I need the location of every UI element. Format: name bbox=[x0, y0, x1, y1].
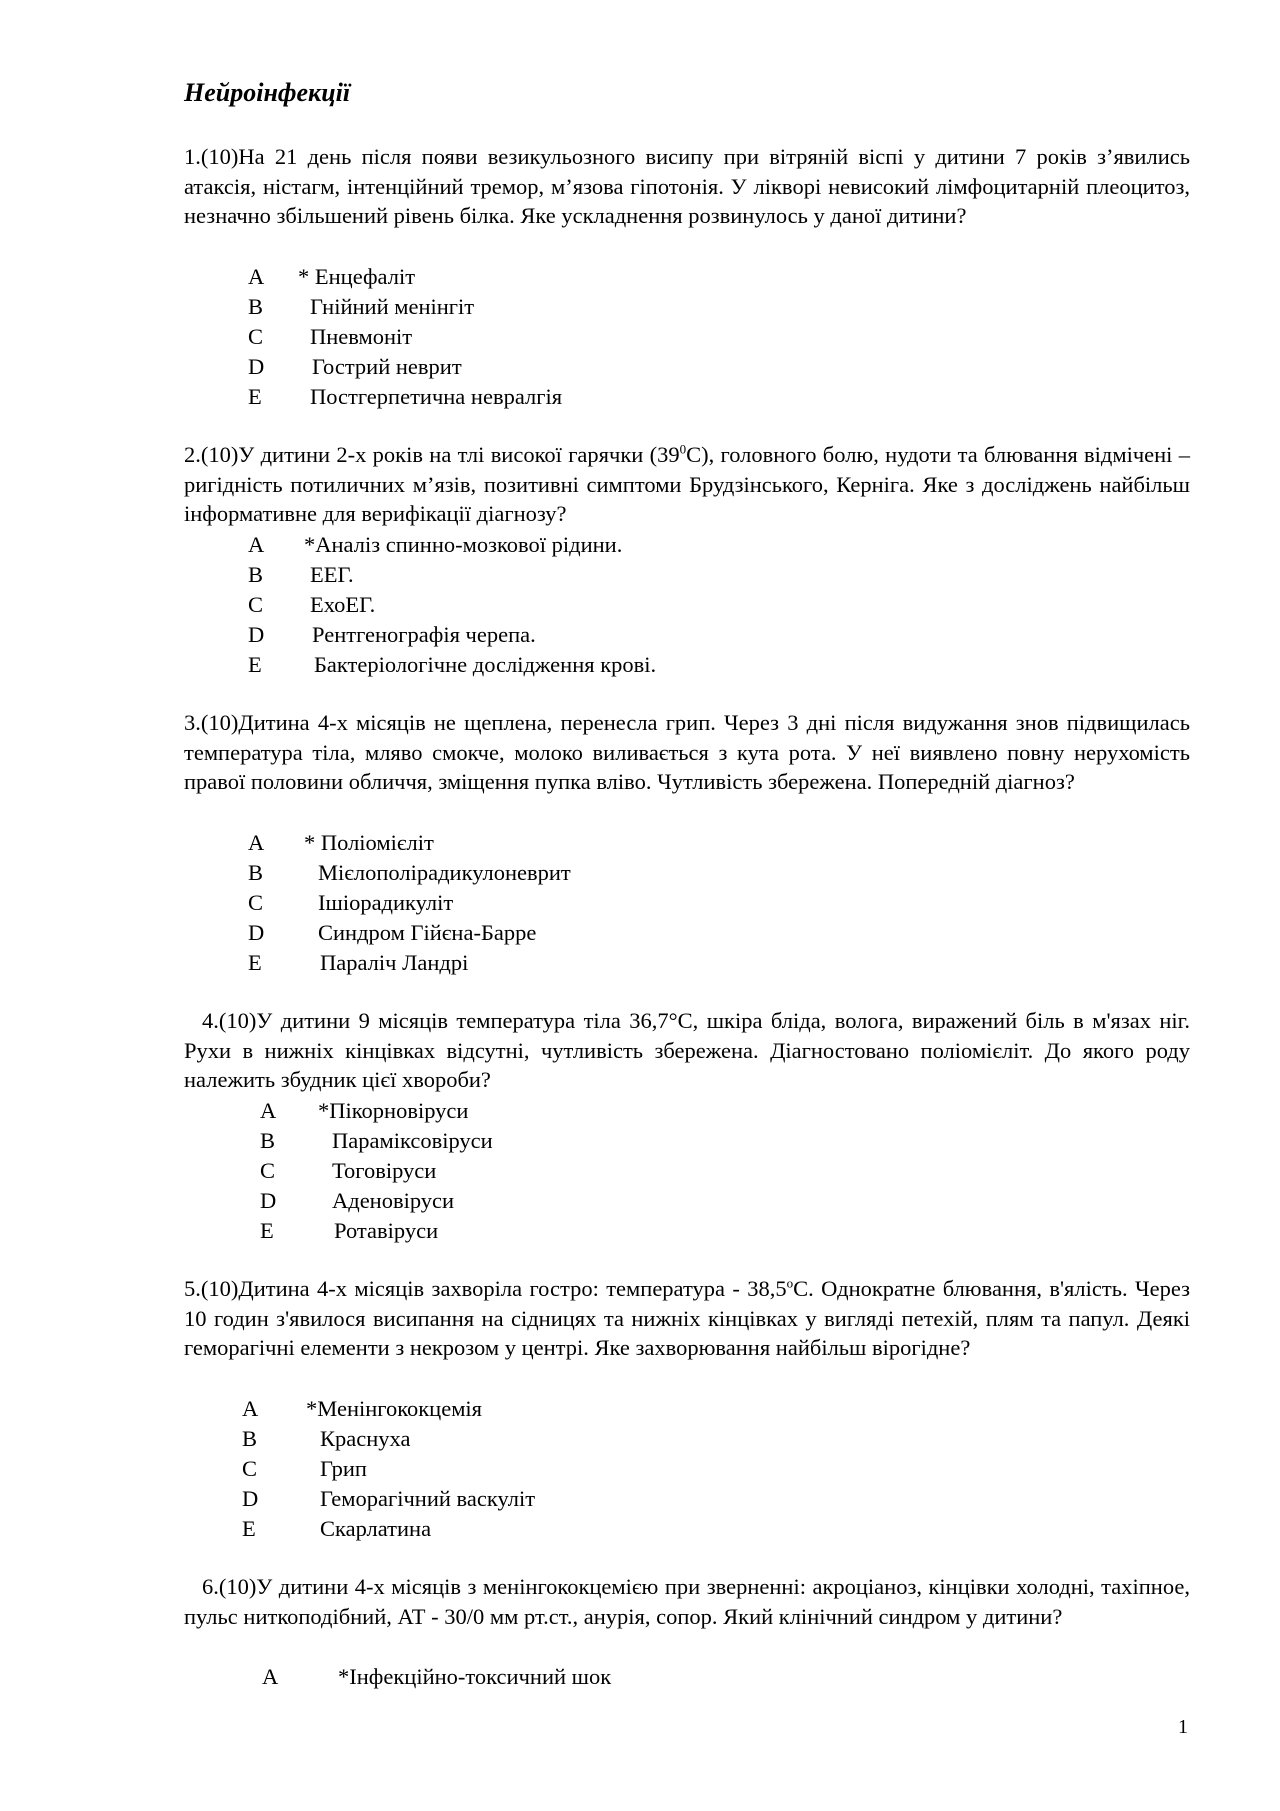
option-text: Постгерпетична невралгія bbox=[310, 384, 563, 409]
option-text: Ішіорадикуліт bbox=[318, 890, 454, 915]
option-letter: C bbox=[242, 1456, 258, 1481]
option-text: Грип bbox=[320, 1456, 367, 1481]
option-letter: D bbox=[248, 920, 265, 945]
option-letter: C bbox=[260, 1158, 276, 1183]
option-letter: A bbox=[248, 830, 265, 855]
option-letter: D bbox=[248, 622, 265, 647]
question-2-stem-part: 2.(10)У дитини 2-х років на тлі високої гарячки (39 bbox=[184, 442, 680, 467]
option-text: Рентгенографія черепа. bbox=[312, 622, 536, 647]
page-title: Нейроінфекції bbox=[184, 78, 351, 107]
question-1-stem: 1.(10)На 21 день після появи везикульозного висипу при вітряній віспі у дитини 7 років з’явились атаксія, ністагм, інтенційний тремор, м’язова гіпотонія. У ліквoрі невисокий лімфоцитарній плеоцитоз, незначно збільшений рівень білка. Яке ускладнення розвинулось у даної дитини? bbox=[184, 144, 1190, 228]
option-letter: E bbox=[248, 950, 262, 975]
option-letter: A bbox=[242, 1396, 259, 1421]
option-text: Пневмоніт bbox=[310, 324, 413, 349]
option-text: Мієлополірадикулоневрит bbox=[318, 860, 571, 885]
option-text: Геморагічний васкуліт bbox=[320, 1486, 536, 1511]
question-5-stem-part: 5.(10)Дитина 4-х місяців захворіла гостро: температура - 38,5 bbox=[184, 1276, 787, 1301]
option-letter: C bbox=[248, 890, 264, 915]
option-letter: E bbox=[248, 652, 262, 677]
option-letter: C bbox=[248, 592, 264, 617]
question-2-stem-superscript: 0 bbox=[679, 441, 687, 457]
option-text: Параміксовіруси bbox=[332, 1128, 493, 1153]
option-text: *Пікорновіруси bbox=[318, 1098, 469, 1123]
option-letter: B bbox=[248, 860, 264, 885]
question-5-stem bbox=[184, 1274, 1190, 1363]
option-text: Гострий неврит bbox=[312, 354, 462, 379]
option-text: *Інфекційно-токсичний шок bbox=[338, 1664, 612, 1689]
option-letter: B bbox=[248, 294, 264, 319]
question-3-stem: 3.(10)Дитина 4-х місяців не щеплена, перенесла грип. Через 3 дні після видужання знов підвищилась температура тіла, мляво смокче, молоко виливається з кута рота. У неї виявлено повну нерухомість правої половини обличчя, зміщення пупка вліво. Чутливість збережена. Попередній діагноз? bbox=[184, 710, 1190, 794]
question-2-stem bbox=[184, 440, 1190, 529]
option-text: Ротавіруси bbox=[334, 1218, 439, 1243]
option-letter: A bbox=[260, 1098, 277, 1123]
option-letter: B bbox=[248, 562, 264, 587]
option-letter: B bbox=[242, 1426, 258, 1451]
option-text: Гнійний менінгіт bbox=[310, 294, 475, 319]
option-letter: A bbox=[248, 532, 265, 557]
option-text: ЕхоЕГ. bbox=[310, 592, 376, 617]
option-letter: A bbox=[262, 1664, 279, 1689]
option-letter: C bbox=[248, 324, 264, 349]
option-text: * Енцефаліт bbox=[298, 264, 416, 289]
option-text: ЕЕГ. bbox=[310, 562, 354, 587]
option-text: Краснуха bbox=[320, 1426, 411, 1451]
option-letter: D bbox=[242, 1486, 259, 1511]
question-5-stem-superscript: о bbox=[786, 1275, 794, 1291]
option-letter: B bbox=[260, 1128, 276, 1153]
option-text: Синдром Гійєна-Барре bbox=[318, 920, 537, 945]
option-letter: E bbox=[242, 1516, 256, 1541]
option-text: *Менінгококцемія bbox=[306, 1396, 483, 1421]
option-letter: D bbox=[248, 354, 265, 379]
question-6-stem: 6.(10)У дитини 4-х місяців з менінгококцемією при зверненні: акроціаноз, кінцівки холодні, тахіпное, пульс ниткоподібний, АТ - 30/0 мм рт.ст., анурія, сопор. Який клінічний синдром у дитини? bbox=[184, 1574, 1190, 1629]
option-text: Параліч Ландрі bbox=[320, 950, 469, 975]
option-text: Аденовіруси bbox=[332, 1188, 455, 1213]
option-text: *Аналіз спинно-мозкової рідини. bbox=[304, 532, 623, 557]
option-letter: E bbox=[260, 1218, 274, 1243]
page-number: 1 bbox=[1178, 1716, 1188, 1738]
question-2-stem-part: С), головного болю, нудоти та блювання відмічені – ригідність потиличних м’язів, позитивні симптоми Брудзінського, Керніга. Яке з досліджень найбільш інформативне для верифікації діагнозу? bbox=[184, 442, 1190, 526]
question-4-stem: 4.(10)У дитини 9 місяців температура тіла 36,7°С, шкіра бліда, волога, виражений біль в м'язах ніг. Рухи в нижніх кінцівках відсутні, чутливість збережена. Діагностовано поліомієліт. До якого роду належить збудник цієї хвороби? bbox=[184, 1008, 1190, 1092]
option-letter: A bbox=[248, 264, 265, 289]
option-text: * Поліомієліт bbox=[304, 830, 434, 855]
option-text: Скарлатина bbox=[320, 1516, 432, 1541]
option-letter: D bbox=[260, 1188, 277, 1213]
option-letter: E bbox=[248, 384, 262, 409]
question-5-stem-part: С. Однократне блювання, в'ялість. Через 10 годин з'явилося висипання на сідницях та нижніх кінцівках у вигляді петехій, плям та папул. Деякі геморагічні елементи з некрозом у центрі. Яке захворювання найбільш вірогідне? bbox=[184, 1276, 1190, 1360]
option-text: Тоговіруси bbox=[332, 1158, 437, 1183]
option-text: Бактеріологічне дослідження крові. bbox=[314, 652, 657, 677]
